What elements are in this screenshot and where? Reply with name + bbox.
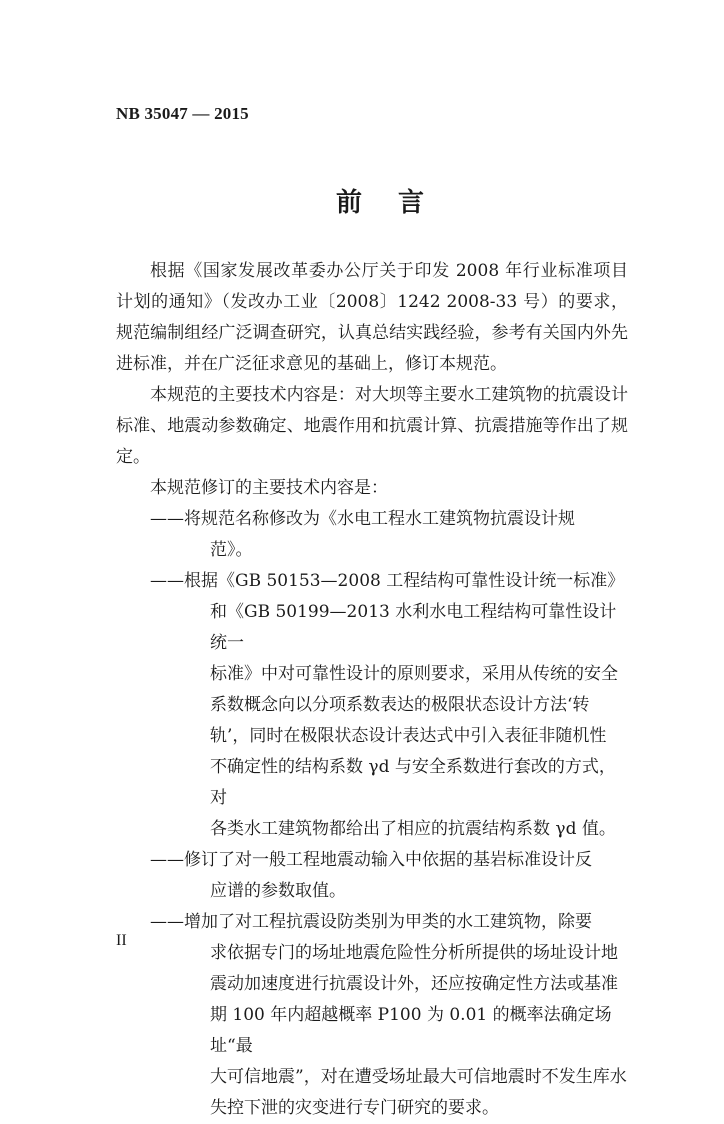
list-item-first-line: ——将规范名称修改为《水电工程水工建筑物抗震设计规	[150, 509, 575, 529]
list-item-line: 震动加速度进行抗震设计外，还应按确定性方法或基准	[210, 974, 618, 994]
list-item-line: 求依据专门的场址地震危险性分析所提供的场址设计地	[210, 943, 618, 963]
list-item-first-line: ——增加了对工程抗震设防类别为甲类的水工建筑物，除要	[150, 912, 592, 932]
paragraph-3: 本规范修订的主要技术内容是：	[150, 478, 388, 498]
list-item-line: 不确定性的结构系数 γd 与安全系数进行套改的方式，对	[210, 757, 616, 808]
list-item-first-line: ——根据《GB 50153—2008 工程结构可靠性设计统一标准》	[150, 571, 625, 591]
list-item-line: 大可信地震”，对在遭受场址最大可信地震时不发生库水	[210, 1067, 627, 1087]
paragraph-1: 根据《国家发展改革委办公厅关于印发 2008 年行业标准项目计划的通知》（发改办工业〔2008〕1242 2008-33 号）的要求，规范编制组经广泛调查研究，认真总结实践经验，参考有关国内外先进标准，并在广泛征求意见的基础上，修订本规范。	[116, 261, 628, 374]
list-item-line: 失控下泄的灾变进行专门研究的要求。	[210, 1098, 499, 1118]
list-item-line: 标准》中对可靠性设计的原则要求，采用从传统的安全	[210, 664, 618, 684]
standard-code: NB 35047 — 2015	[116, 104, 249, 123]
page-number: II	[116, 932, 127, 949]
list-item	[116, 504, 628, 566]
list-item-line: 和《GB 50199—2013 水利水电工程结构可靠性设计统一	[210, 602, 617, 653]
list-item-line: 各类水工建筑物都给出了相应的抗震结构系数 γd 值。	[210, 819, 616, 839]
page-title: 前言	[335, 188, 460, 218]
list-item	[116, 845, 628, 907]
list-item-line: 系数概念向以分项系数表达的极限状态设计方法‘转	[210, 695, 590, 715]
list-item-line: 期 100 年内超越概率 P100 为 0.01 的概率法确定场址“最	[210, 1005, 612, 1056]
list-item	[116, 907, 628, 1124]
list-item	[116, 566, 628, 845]
paragraph-2: 本规范的主要技术内容是：对大坝等主要水工建筑物的抗震设计标准、地震动参数确定、地震作用和抗震计算、抗震措施等作出了规定。	[116, 385, 628, 467]
list-item-first-line: ——修订了对一般工程地震动输入中依据的基岩标准设计反	[150, 850, 592, 870]
list-item-line: 应谱的参数取值。	[210, 881, 346, 901]
list-item-line: 轨’，同时在极限状态设计表达式中引入表征非随机性	[210, 726, 607, 746]
list-item-line: 范》。	[210, 540, 253, 560]
document-body	[116, 256, 628, 1124]
